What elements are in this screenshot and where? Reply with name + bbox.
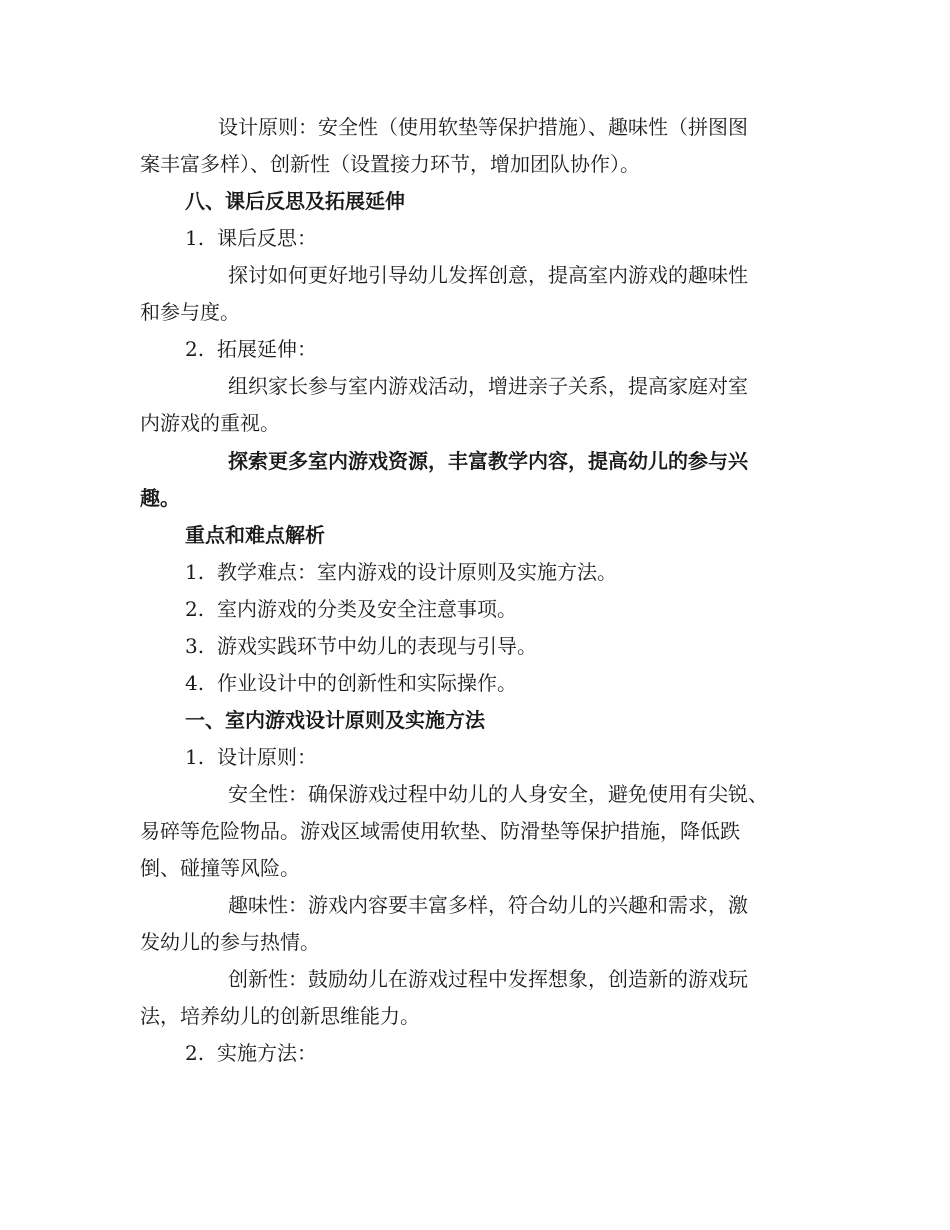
list-number: 2. (185, 597, 205, 621)
section-heading-1: 一、室内游戏设计原则及实施方法 (185, 708, 485, 732)
paragraph-innovation-line-2: 法，培养幼儿的创新思维能力。 (140, 1004, 420, 1028)
list-item-key-2 (185, 596, 517, 622)
heading-key-points: 重点和难点解析 (185, 523, 325, 547)
paragraph-explore-line-2: 趣。 (140, 486, 180, 510)
list-text: 拓展延伸： (217, 337, 317, 361)
list-number: 3. (185, 634, 205, 658)
paragraph-explore-line-1: 探索更多室内游戏资源，丰富教学内容，提高幼儿的参与兴 (228, 449, 748, 473)
paragraph-safety-line-3: 倒、碰撞等风险。 (140, 856, 300, 880)
paragraph-safety-line-1: 安全性：确保游戏过程中幼儿的人身安全，避免使用有尖锐、 (228, 782, 768, 806)
paragraph-fun-line-2: 发幼儿的参与热情。 (140, 930, 320, 954)
list-item-key-3 (185, 633, 537, 659)
list-item-key-4 (185, 670, 517, 696)
list-item-principles (185, 744, 317, 770)
list-text: 游戏实践环节中幼儿的表现与引导。 (217, 634, 537, 658)
list-item-methods (185, 1040, 317, 1066)
list-number: 4. (185, 671, 205, 695)
list-text: 课后反思： (217, 226, 317, 250)
list-text: 设计原则： (217, 745, 317, 769)
section-heading-8: 八、课后反思及拓展延伸 (185, 189, 405, 213)
list-text: 实施方法： (217, 1041, 317, 1065)
paragraph-fun-line-1: 趣味性：游戏内容要丰富多样，符合幼儿的兴趣和需求，激 (228, 893, 748, 917)
paragraph-innovation-line-1: 创新性：鼓励幼儿在游戏过程中发挥想象，创造新的游戏玩 (228, 967, 748, 991)
list-number: 2. (185, 337, 205, 361)
list-text: 教学难点：室内游戏的设计原则及实施方法。 (217, 560, 617, 584)
list-text: 作业设计中的创新性和实际操作。 (217, 671, 517, 695)
list-number: 1. (185, 745, 205, 769)
list-item-key-1 (185, 559, 617, 585)
list-item-reflection (185, 225, 317, 251)
paragraph-extension-line-2: 内游戏的重视。 (140, 411, 280, 435)
paragraph-design-principle-line-2: 案丰富多样）、创新性（设置接力环节，增加团队协作）。 (140, 152, 640, 176)
paragraph-reflection-line-2: 和参与度。 (140, 300, 240, 324)
list-number: 2. (185, 1041, 205, 1065)
list-item-extension (185, 336, 317, 362)
list-text: 室内游戏的分类及安全注意事项。 (217, 597, 517, 621)
paragraph-design-principle-line-1: 设计原则：安全性（使用软垫等保护措施）、趣味性（拼图图 (218, 115, 748, 139)
paragraph-safety-line-2: 易碎等危险物品。游戏区域需使用软垫、防滑垫等保护措施，降低跌 (140, 819, 740, 843)
list-number: 1. (185, 560, 205, 584)
list-number: 1. (185, 226, 205, 250)
paragraph-extension-line-1: 组织家长参与室内游戏活动，增进亲子关系，提高家庭对室 (228, 374, 748, 398)
paragraph-reflection-line-1: 探讨如何更好地引导幼儿发挥创意，提高室内游戏的趣味性 (228, 263, 748, 287)
